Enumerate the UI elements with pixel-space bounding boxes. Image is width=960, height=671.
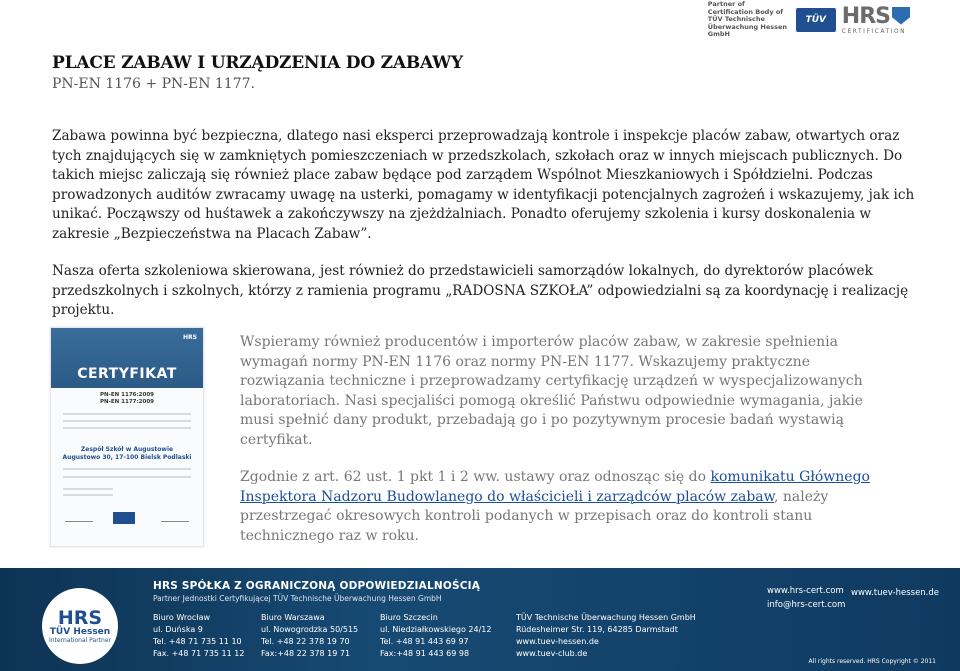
- office-szczecin: [380, 612, 491, 660]
- office-fax: Fax. +48 71 735 11 12: [153, 649, 245, 658]
- tuv-hessen-partner-emblem: [42, 588, 118, 664]
- certificate-holder: [51, 446, 203, 462]
- hrs-logo: [841, 3, 910, 35]
- company-name: HRS SPÓŁKA Z OGRANICZONĄ ODPOWIEDZIALNOŚCIĄ: [153, 580, 481, 592]
- certificate-title: CERTYFIKAT: [77, 366, 177, 382]
- tuv-website-link[interactable]: www.tuev-hessen.de: [851, 588, 940, 598]
- hrs-logo-text: HRS: [841, 3, 890, 29]
- certificate-standard-1: PN-EN 1176:2009: [99, 392, 154, 398]
- shield-icon: [892, 7, 910, 25]
- hrs-contact: [767, 584, 845, 612]
- copyright: All rights reserved. HRS Copyright © 2011: [808, 658, 936, 665]
- training-paragraph: Nasza oferta szkoleniowa skierowana, jest również do przedstawicieli samorządów lokalnych, do dyrektorów placówek przedszkolnych i szkolnych, którzy z ramienia programu „RADOSNA SZKOŁA” odpowiedzialni są za koordynację i realizację projektu.: [52, 263, 909, 319]
- office-fax: Fax:+48 22 378 19 71: [261, 649, 351, 658]
- signature: [65, 515, 93, 522]
- office-street: ul. Niedziałkowskiego 24/12: [380, 625, 492, 634]
- certificate-logo: HRS: [183, 334, 197, 341]
- office-street: ul. Nowogrodzka 50/515: [261, 625, 359, 634]
- gunb-announcement-link[interactable]: komunikatu Głównego Inspektora Nadzoru Budowlanego do właścicieli i zarządców placów zabaw: [240, 469, 870, 505]
- divider: [63, 427, 191, 429]
- certificate-image: [50, 327, 204, 547]
- office-web-club[interactable]: www.tuev-club.de: [516, 649, 588, 658]
- office-web[interactable]: www.tuev-hessen.de: [516, 637, 599, 646]
- office-tel: Tel. +48 22 378 19 70: [261, 637, 350, 646]
- footer: [0, 568, 960, 671]
- partner-text: Partner of Certification Body of TÜV Technische Überwachung Hessen GmbH: [707, 0, 788, 39]
- certificate-school: Zespół Szkół w Augustowie: [80, 446, 174, 453]
- office-street: Rüdesheimer Str. 119, 64285 Darmstadt: [516, 625, 678, 634]
- divider: [63, 488, 113, 490]
- intro-paragraph: Zabawa powinna być bezpieczna, dlatego nasi eksperci przeprowadzają kontrole i inspekcje placów zabaw, otwartych oraz tych znajdujących się w zamkniętych pomieszczeniach w przedszkolach, szkołach oraz w innych miejscach publicznych. Do takich miejsc zaliczają się również place zabaw będące pod zarządem Wspólnot Mieszkaniowych i Spółdzielni. Podczas prowadzonych auditów zwracamy uwagę na usterki, pomagamy w identyfikacji potencjalnych zagrożeń i wskazujemy, jak ich unikać. Począwszy od huśtawek a zakończywszy na zjeżdżalniach. Ponadto oferujemy szkolenia i kursy doskonalenia w zakresie „Bezpieczeństwa na Placach Zabaw”.: [52, 128, 915, 242]
- divider: [63, 420, 191, 422]
- office-name: TÜV Technische Überwachung Hessen GmbH: [516, 613, 696, 622]
- hrs-logo-subtitle: CERTIFICATION: [841, 27, 907, 35]
- divider: [63, 413, 191, 415]
- page-subtitle: PN-EN 1176 + PN-EN 1177.: [52, 76, 255, 92]
- emblem-partner: International Partner: [48, 636, 111, 644]
- header-logos: [707, 0, 910, 39]
- office-fax: Fax:+48 91 443 69 98: [380, 649, 470, 658]
- office-name: Biuro Wrocław: [153, 613, 211, 622]
- signature: [161, 515, 189, 522]
- office-tel: Tel. +48 91 443 69 97: [380, 637, 469, 646]
- divider: [63, 476, 191, 478]
- divider: [63, 494, 113, 496]
- tuv-logo: TÜV: [796, 8, 836, 32]
- emblem-hrs: HRS: [57, 606, 103, 629]
- hrs-website-link[interactable]: www.hrs-cert.com: [767, 586, 844, 596]
- office-warszawa: [261, 612, 358, 660]
- office-wroclaw: [153, 612, 244, 660]
- emblem-tuv: TÜV Hessen: [49, 626, 111, 637]
- regulation-text: Zgodnie z art. 62 ust. 1 pkt 1 i 2 ww. ustawy oraz odnosząc się do: [240, 469, 711, 485]
- office-tuv-darmstadt: [516, 612, 696, 660]
- page-title: PLACE ZABAW I URZĄDZENIA DO ZABAWY: [52, 53, 463, 73]
- producers-paragraph: Wspieramy również producentów i importerów placów zabaw, w zakresie spełnienia wymagań normy PN-EN 1176 oraz normy PN-EN 1177. Wskazujemy praktyczne rozwiązania techniczne i przeprowadzamy certyfikację urządzeń w wyspecjalizowanych laboratoriach. Nasi specjaliści pomogą określić Państwu odpowiednie wymagania, jakie musi spełnić dany produkt, przebadają go i po pozytywnym procesie badań wystawią certyfikat.: [240, 334, 863, 448]
- regulation-text-end: , należy przestrzegać okresowych kontroli podanych w przepisach oraz do kontroli stanu technicznego raz w roku.: [240, 488, 829, 544]
- office-tel: Tel. +48 71 735 11 10: [153, 637, 242, 646]
- office-street: ul. Duńska 9: [153, 625, 203, 634]
- office-name: Biuro Szczecin: [380, 613, 438, 622]
- divider: [63, 468, 191, 470]
- hrs-email-link[interactable]: info@hrs-cert.com: [767, 600, 846, 610]
- certificate-standard-2: PN-EN 1177:2009: [99, 399, 154, 405]
- company-partner-note: Partner Jednostki Certyfikującej TÜV Technische Überwachung Hessen GmbH: [153, 594, 442, 603]
- certificate-badge-icon: [113, 512, 135, 524]
- regulation-paragraph: [240, 468, 890, 546]
- certificate-standards: [51, 392, 203, 406]
- certificate-address: Augustowo 30, 17-100 Bielsk Podlaski: [62, 454, 192, 461]
- office-name: Biuro Warszawa: [261, 613, 325, 622]
